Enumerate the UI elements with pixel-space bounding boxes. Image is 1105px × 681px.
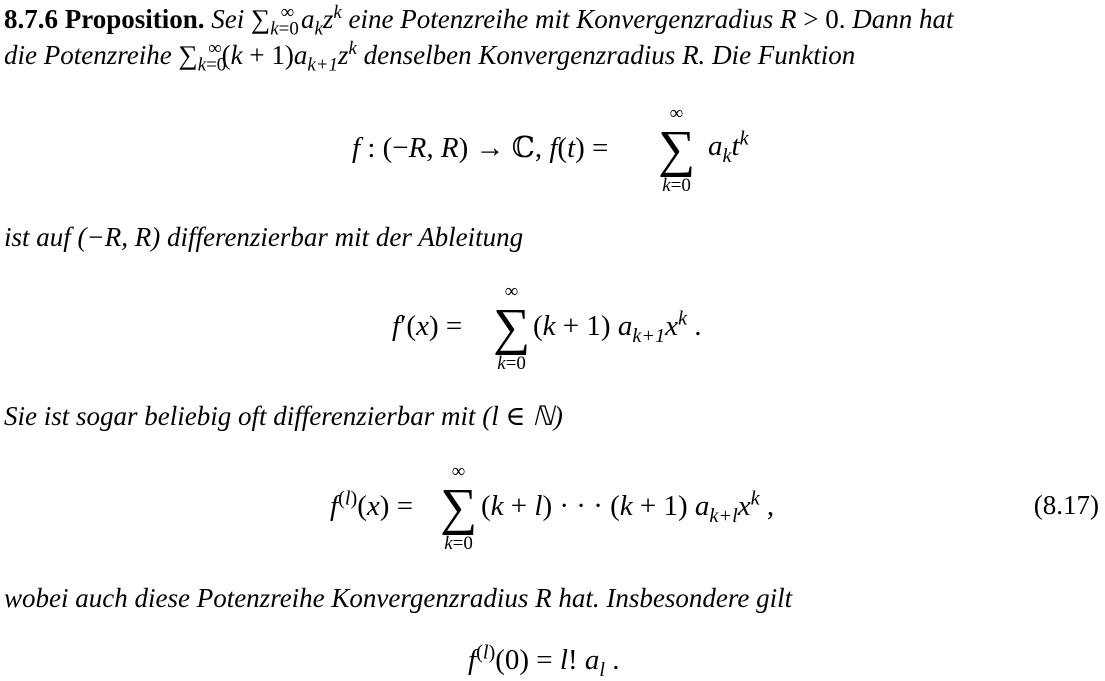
equation-1: f : (−R, R) → ℂ, f(t) = ∞ ∑ k=0 $a_kt^k$ xyxy=(352,103,749,196)
equation-3: $f^{(l)}(x)$ = ∞ ∑ k=0 (k + l) · · · (k + 1) $a_{k+l}x^k$ , (8.17) xyxy=(330,461,1099,554)
sum-operator-1: ∞ ∑ k=0 xyxy=(658,103,696,196)
proposition-label: Proposition. xyxy=(64,4,205,34)
equation-2: f′(x) = ∞ ∑ k=0 (k + 1) $a_{k+1}x^k$ . xyxy=(392,281,702,374)
text-paragraph-5: wobei auch diese Potenzreihe Konvergenzradius R hat. Insbesondere gilt xyxy=(4,583,793,613)
equation-number: (8.17) xyxy=(1033,490,1099,520)
text-potenzreihe-1: eine Potenzreihe mit Konvergenzradius xyxy=(348,4,774,34)
proposition-line-1: 8.7.6 Proposition. Sei $\sum_{k=0}^\infty$ $a_kz^k$ eine Potenzreihe mit Konvergenzradius R > 0. Dann hat xyxy=(4,2,954,40)
sum-operator-2: ∞ ∑ k=0 xyxy=(493,281,531,374)
text-die-potenzreihe: die Potenzreihe xyxy=(4,40,172,70)
text-denselben: denselben Konvergenzradius xyxy=(363,40,676,70)
proposition-number: 8.7.6 xyxy=(4,4,58,34)
sum-operator-3: ∞ ∑ k=0 xyxy=(440,461,478,554)
text-dann-hat: Dann hat xyxy=(852,4,954,34)
equation-4: $f^{(l)}(0) = l$! $a_l$ . xyxy=(468,641,620,681)
proposition-line-2: die Potenzreihe $\sum_{k=0}^\infty(k + 1)a_{k+1}z^k$ denselben Konvergenzradius R. Die Funktion xyxy=(4,38,856,76)
text-sei: Sei xyxy=(211,4,245,34)
text-die-funktion: Die Funktion xyxy=(712,40,856,70)
text-paragraph-3: ist auf (−R, R) differenzierbar mit der Ableitung xyxy=(4,222,524,252)
text-paragraph-4: Sie ist sogar beliebig oft differenzierbar mit (l ∈ ℕ) xyxy=(4,401,563,431)
